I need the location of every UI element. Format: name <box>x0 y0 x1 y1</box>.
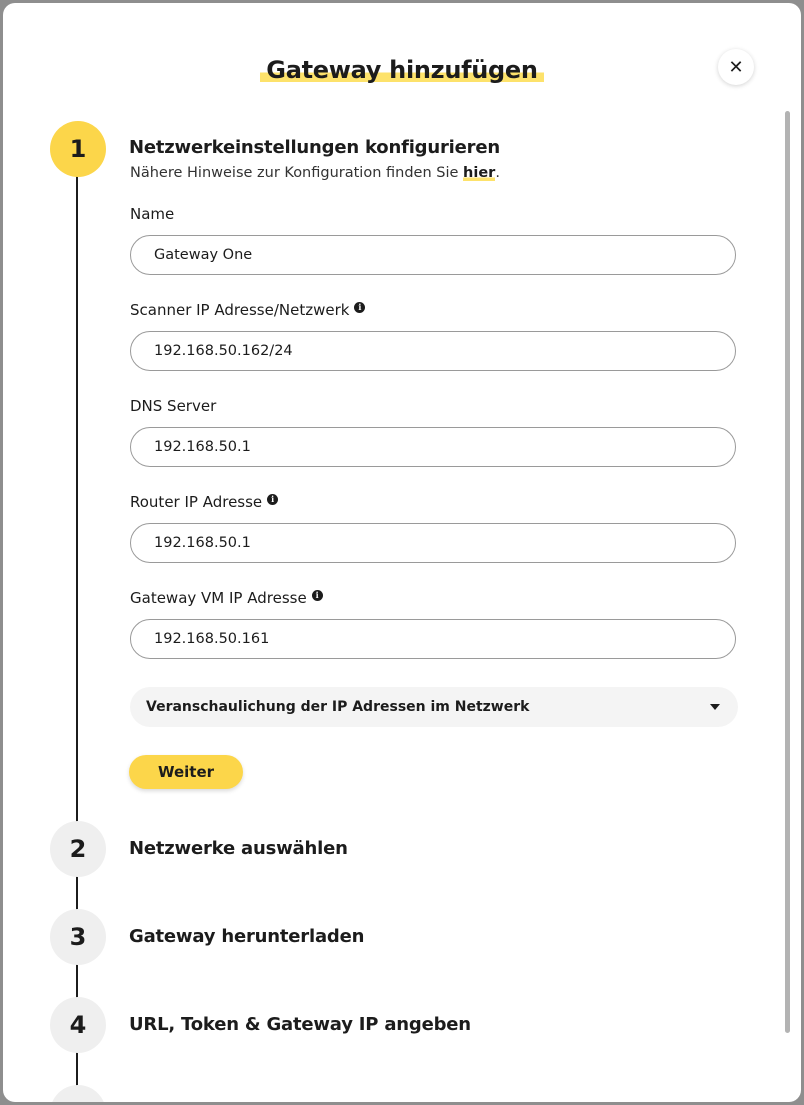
scrollbar[interactable] <box>785 111 790 1033</box>
hint-link[interactable]: hier <box>463 165 496 181</box>
configuration-hint <box>130 165 500 181</box>
gateway-vm-ip-label <box>130 589 323 607</box>
ip-illustration-accordion[interactable] <box>130 687 738 727</box>
router-ip-label-text: Router IP Adresse <box>130 493 263 511</box>
step-2-title[interactable]: Netzwerke auswählen <box>129 838 348 859</box>
dns-server-label <box>130 397 216 415</box>
dns-server-input[interactable] <box>130 427 736 467</box>
router-ip-input[interactable] <box>130 523 736 563</box>
name-input[interactable] <box>130 235 736 275</box>
step-3-title[interactable]: Gateway herunterladen <box>129 926 365 947</box>
close-icon: ✕ <box>728 56 744 78</box>
step-4-badge: 4 <box>50 997 106 1053</box>
name-label <box>130 205 174 223</box>
name-label-text: Name <box>130 205 175 223</box>
next-button[interactable]: Weiter <box>129 755 243 789</box>
scanner-ip-label <box>130 301 365 319</box>
info-icon[interactable]: i <box>312 590 323 601</box>
accordion-label: Veranschaulichung der IP Adressen im Netzwerk <box>146 699 530 715</box>
caret-down-icon <box>710 704 720 710</box>
close-button[interactable] <box>718 49 754 85</box>
step-5-badge <box>50 1085 106 1102</box>
hint-period: . <box>495 165 500 181</box>
gateway-vm-ip-label-text: Gateway VM IP Adresse <box>130 589 307 607</box>
scanner-ip-label-text: Scanner IP Adresse/Netzwerk <box>130 301 350 319</box>
dns-server-label-text: DNS Server <box>130 397 217 415</box>
router-ip-label <box>130 493 278 511</box>
hint-text: Nähere Hinweise zur Konfiguration finden Sie <box>130 165 464 181</box>
add-gateway-dialog <box>3 3 801 1102</box>
step-1-badge: 1 <box>50 121 106 177</box>
info-icon[interactable]: i <box>354 302 365 313</box>
scanner-ip-input[interactable] <box>130 331 736 371</box>
dialog-title: Gateway hinzufügen <box>260 55 543 85</box>
step-2-badge: 2 <box>50 821 106 877</box>
step-4-title[interactable]: URL, Token & Gateway IP angeben <box>129 1014 471 1035</box>
gateway-vm-ip-input[interactable] <box>130 619 736 659</box>
step-3-badge: 3 <box>50 909 106 965</box>
info-icon[interactable]: i <box>267 494 278 505</box>
step-1-title[interactable]: Netzwerkeinstellungen konfigurieren <box>129 137 500 158</box>
